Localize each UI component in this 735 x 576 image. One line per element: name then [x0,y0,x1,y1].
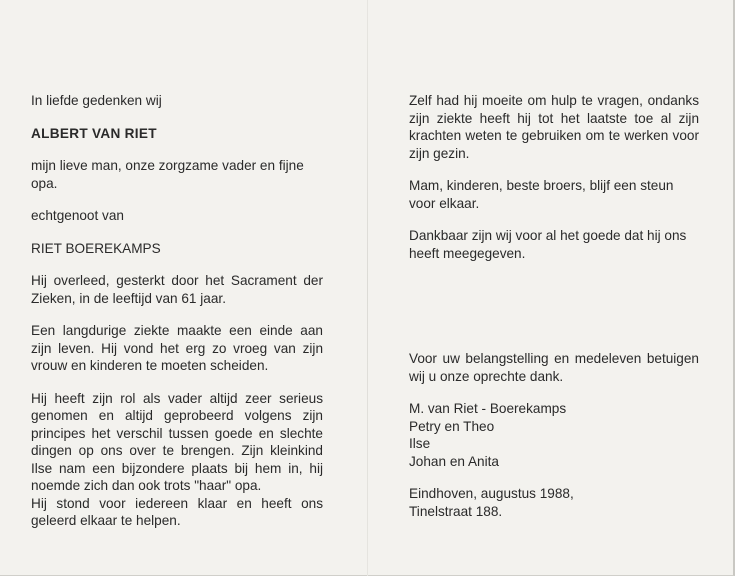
left-page [31,92,323,545]
spacer [409,277,699,350]
role-text: Hij heeft zijn rol als vader altijd zeer serieus genomen en altijd geprobeerd volgens zijn principes het verschil tussen goede en slechte dingen op ons over te brengen. Zijn kleinkind Ilse nam een bijzondere plaats bij hem in, hij noemde zich dan ook trots "haar" opa. [31,390,323,493]
address: Tinelstraat 188. [409,503,503,519]
thanks-text: Voor uw belangstelling en medeleven betuigen wij u onze oprechte dank. [409,351,699,384]
intro-text: In liefde gedenken wij [31,93,162,108]
place-date: Eindhoven, augustus 1988, [409,486,574,501]
illness-text: Een langdurige ziekte maakte een einde aan zijn leven. Hij vond het erg zo vroeg van zijn vrouw en kinderen te moeten scheiden. [31,323,323,373]
passing-text: Hij overleed, gesterkt door het Sacrament der Zieken, in de leeftijd van 61 jaar. [31,273,323,306]
grateful-text: Dankbaar zijn wij voor al het goede dat hij ons heeft meegegeven. [409,228,687,261]
signatory: Petry en Theo [409,418,495,434]
right-page [409,92,699,535]
place-address [409,485,699,520]
signatory: Johan en Anita [409,453,499,469]
signatory: Ilse [409,436,431,451]
card-fold [367,0,368,576]
spouse-name: RIET BOEREKAMPS [31,240,161,256]
signatories [409,400,699,470]
help-text: Zelf had hij moeite om hulp te vragen, ondanks zijn ziekte heeft hij tot het laatste toe al zijn krachten weten te gebruiken om te werken voor zijn gezin. [409,93,699,161]
deceased-name: ALBERT VAN RIET [31,125,157,141]
support-text: Mam, kinderen, beste broers, blijf een steun voor elkaar. [409,178,674,211]
helper-text: Hij stond voor iedereen klaar en heeft ons geleerd elkaar te helpen. [31,495,323,528]
signatory: M. van Riet - Boerekamps [409,401,567,416]
description-text: mijn lieve man, onze zorgzame vader en fijne opa. [31,158,304,191]
spouse-label: echtgenoot van [31,208,124,223]
